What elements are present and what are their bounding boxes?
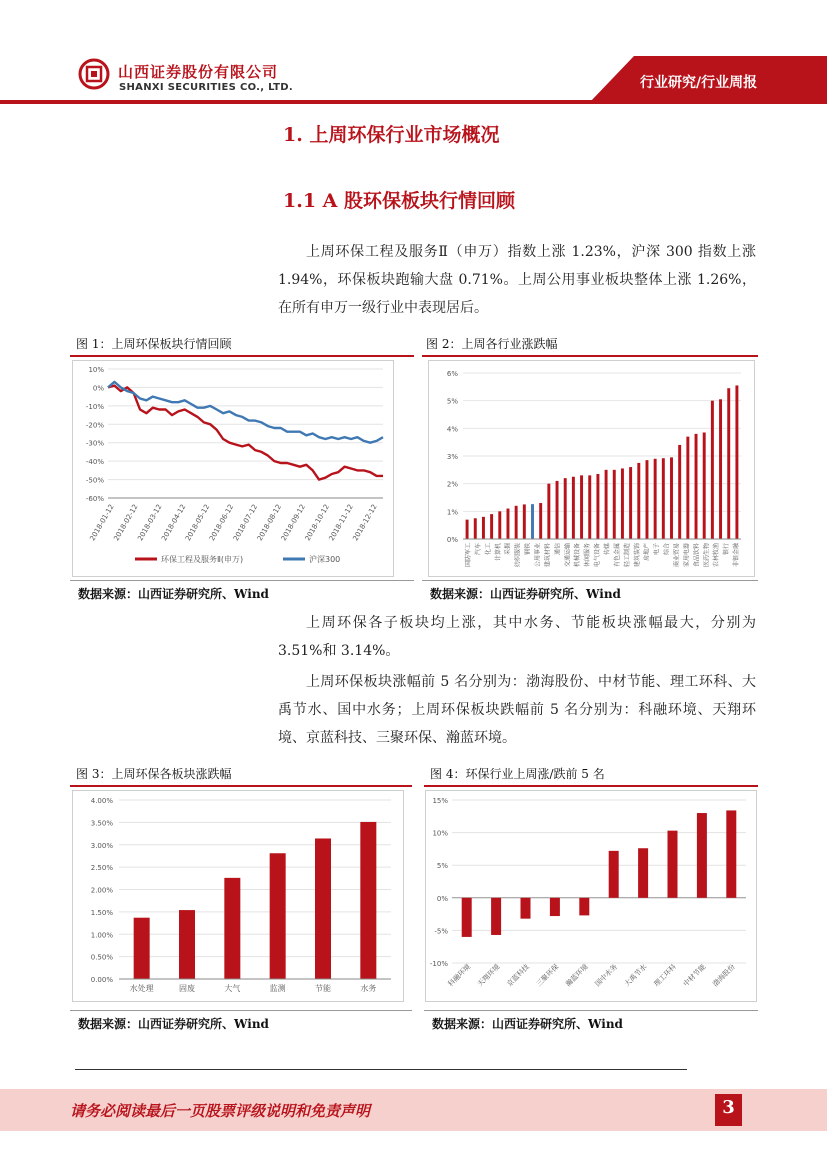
x-tick-label: 节能 <box>315 984 331 993</box>
bar <box>727 388 730 539</box>
x-tick-label: 电气设备 <box>594 543 602 568</box>
bar <box>609 851 619 898</box>
y-tick-label: 1.50% <box>90 908 113 917</box>
y-tick-label: 2% <box>446 480 458 489</box>
figure-4-top-rule <box>424 785 758 787</box>
bar <box>462 898 472 937</box>
x-tick-label: 交通运输 <box>564 543 572 568</box>
y-tick-label: 4% <box>446 425 458 434</box>
figure-3-top-rule <box>70 785 412 787</box>
bar <box>662 458 665 539</box>
paragraph-top-bottom: 上周环保板块涨幅前 5 名分别为：渤海股份、中材节能、理工环科、大禹节水、国中水务；上周环保板块跌幅前 5 名分别为：科融环境、天翔环境、京蓝科技、三聚环保、瀚蓝环境。 <box>278 674 756 746</box>
x-tick-label: 监测 <box>269 984 286 993</box>
y-tick-label: 10% <box>88 366 104 374</box>
bar <box>521 898 531 919</box>
x-tick-label: 商业贸易 <box>673 543 681 568</box>
y-tick-label: 0% <box>436 894 448 903</box>
bar <box>668 831 678 898</box>
bar <box>735 385 738 539</box>
y-tick-label: -20% <box>85 421 104 430</box>
bar <box>539 503 542 539</box>
x-tick-label: 水处理 <box>129 984 154 993</box>
bar <box>703 432 706 539</box>
y-tick-label: -5% <box>434 927 448 936</box>
figure-2-chart-frame <box>428 360 755 577</box>
x-tick-label: 2018-08-12 <box>255 503 284 543</box>
header-rule <box>0 100 827 104</box>
paragraph-sub-sectors: 上周环保各子板块均上涨，其中水务、节能板块涨幅最大，分别为 3.51%和 3.14%。 <box>278 615 756 659</box>
x-tick-label: 银行 <box>723 543 731 556</box>
figure-3-title: 图 3：上周环保各板块涨跌幅 <box>76 767 232 781</box>
y-tick-label: 0.50% <box>90 953 113 962</box>
bar <box>726 810 736 897</box>
x-tick-label: 采掘 <box>504 543 512 556</box>
bar <box>695 434 698 539</box>
y-tick-label: -40% <box>85 458 104 467</box>
line-chart-market-review <box>73 361 393 576</box>
x-tick-label: 农林牧渔 <box>713 543 721 568</box>
bar <box>596 474 599 539</box>
bar-chart-sub-sectors <box>73 791 403 1001</box>
x-tick-label: 国中水务 <box>593 962 620 989</box>
bar <box>579 898 589 916</box>
bar <box>686 437 689 539</box>
x-tick-label: 轻工制造 <box>623 543 631 568</box>
x-tick-label: 2018-03-12 <box>136 503 164 543</box>
bar <box>580 475 583 539</box>
company-logo <box>78 58 110 90</box>
bar <box>547 484 550 539</box>
y-tick-label: -50% <box>85 476 104 485</box>
bar <box>556 481 559 539</box>
x-tick-label: 三聚环保 <box>534 962 561 989</box>
bar <box>179 910 195 979</box>
bar <box>134 918 150 979</box>
x-tick-label: 大禹节水 <box>623 962 649 989</box>
figure-1-source: 数据来源：山西证券研究所、Wind <box>78 587 269 601</box>
x-tick-label: 水务 <box>360 984 377 993</box>
figure-2-source: 数据来源：山西证券研究所、Wind <box>430 587 621 601</box>
x-tick-label: 2018-11-12 <box>327 503 355 543</box>
y-tick-label: 1% <box>446 508 458 517</box>
x-tick-label: 机械设备 <box>574 543 582 568</box>
x-tick-label: 建筑装饰 <box>633 543 641 568</box>
figure-4-chart-frame <box>425 790 757 1002</box>
y-tick-label: 0% <box>92 384 104 393</box>
y-tick-label: -10% <box>429 960 448 968</box>
bar <box>572 477 575 539</box>
x-tick-label: 公用事业 <box>534 543 542 568</box>
x-tick-label: 天翔环境 <box>476 962 502 989</box>
figure-1-chart-frame <box>72 360 394 577</box>
bar <box>588 475 591 539</box>
bar-chart-top-bottom-stocks <box>426 791 756 1001</box>
y-tick-label: -60% <box>85 495 104 503</box>
figure-4-title: 图 4：环保行业上周涨/跌前 5 名 <box>430 767 605 781</box>
bar <box>629 467 632 539</box>
x-tick-label: 2018-10-12 <box>303 503 331 543</box>
figure-3-source: 数据来源：山西证券研究所、Wind <box>78 1017 269 1031</box>
bar <box>670 457 673 539</box>
x-tick-label: 2018-12-12 <box>351 503 379 543</box>
bar <box>523 504 526 539</box>
x-tick-label: 有色金属 <box>613 543 621 568</box>
x-tick-label: 休闲服务 <box>584 543 592 568</box>
x-tick-label: 瀚蓝环境 <box>564 962 590 989</box>
legend-label: 沪深300 <box>309 555 341 564</box>
bar <box>466 520 469 539</box>
x-tick-label: 综合 <box>663 543 671 556</box>
y-tick-label: 3.50% <box>90 819 113 828</box>
paragraph-market-review: 上周环保工程及服务Ⅱ（申万）指数上涨 1.23%，沪深 300 指数上涨 1.94%，环保板块跑输大盘 0.71%。上周公用事业板块整体上涨 1.26%，在所有申万一级行业中表现居后。 <box>278 244 756 316</box>
y-tick-label: 4.00% <box>90 797 113 805</box>
x-tick-label: 2018-05-12 <box>184 503 212 543</box>
subsection-heading: 1.1 A 股环保板块行情回顾 <box>283 190 516 212</box>
figure-3-bottom-rule <box>70 1010 412 1011</box>
y-tick-label: 3.00% <box>90 841 113 850</box>
company-name-en: SHANXI SECURITIES CO., LTD. <box>119 82 293 93</box>
bar <box>515 506 518 539</box>
section-heading: 1. 上周环保行业市场概况 <box>283 124 500 146</box>
x-tick-label: 食品饮料 <box>693 543 701 568</box>
x-tick-label: 房地产 <box>643 543 651 562</box>
x-tick-label: 家用电器 <box>683 543 691 568</box>
page-number: 3 <box>722 1097 735 1118</box>
x-tick-label: 理工环科 <box>652 962 678 989</box>
y-tick-label: 6% <box>446 370 458 378</box>
figure-1-bottom-rule <box>70 580 414 581</box>
x-tick-label: 2018-01-12 <box>88 503 116 543</box>
x-tick-label: 中材节能 <box>681 962 708 989</box>
legend-label: 环保工程及服务Ⅱ(申万) <box>161 555 244 564</box>
y-tick-label: 3% <box>446 453 458 461</box>
bar <box>224 878 240 979</box>
x-tick-label: 2018-02-12 <box>112 503 140 543</box>
bar <box>531 504 534 539</box>
bar <box>711 401 714 539</box>
figure-1-top-rule <box>70 355 414 357</box>
x-tick-label: 通信 <box>554 543 562 556</box>
x-tick-label: 2018-06-12 <box>208 503 236 543</box>
x-tick-label: 2018-09-12 <box>279 503 308 543</box>
x-tick-label: 电子 <box>653 543 661 556</box>
footer-rule <box>75 1069 687 1070</box>
footer-disclaimer: 请务必阅读最后一页股票评级说明和免责声明 <box>70 1102 371 1120</box>
bar <box>678 445 681 539</box>
bar <box>719 399 722 539</box>
bar <box>270 853 286 979</box>
figure-4-bottom-rule <box>424 1010 758 1011</box>
figure-2-title: 图 2：上周各行业涨跌幅 <box>426 337 558 351</box>
y-tick-label: 1.00% <box>90 931 113 940</box>
y-tick-label: 5% <box>446 397 458 406</box>
bar <box>474 518 477 539</box>
x-tick-label: 传媒 <box>603 543 611 556</box>
figure-4-source: 数据来源：山西证券研究所、Wind <box>432 1017 623 1031</box>
bar <box>638 848 648 898</box>
x-tick-label: 计算机 <box>494 543 502 562</box>
bar <box>490 514 493 539</box>
figure-3-chart-frame <box>72 790 404 1002</box>
x-tick-label: 国防军工 <box>464 543 472 568</box>
x-tick-label: 建筑材料 <box>544 543 552 568</box>
bar <box>605 470 608 539</box>
report-type-tag: 行业研究/行业周报 <box>640 75 758 91</box>
y-tick-label: 2.50% <box>90 864 113 873</box>
y-tick-label: -30% <box>85 439 104 448</box>
x-tick-label: 京蓝科技 <box>505 962 531 989</box>
x-tick-label: 渤海股份 <box>711 962 737 989</box>
bar <box>613 470 616 539</box>
bar <box>697 813 707 898</box>
bar <box>482 517 485 539</box>
y-tick-label: 0% <box>446 536 458 544</box>
bar <box>360 822 376 979</box>
bar <box>498 511 501 539</box>
bar <box>645 460 648 539</box>
x-tick-label: 科融环境 <box>446 962 473 989</box>
y-tick-label: 2.00% <box>90 886 113 895</box>
y-tick-label: 15% <box>432 797 448 805</box>
company-name-cn: 山西证券股份有限公司 <box>118 63 279 81</box>
x-tick-label: 医药生物 <box>703 543 711 568</box>
x-tick-label: 汽车 <box>474 543 482 556</box>
bar <box>621 468 624 539</box>
bar-chart-industry-change <box>429 361 754 576</box>
bar <box>550 898 560 916</box>
bar <box>491 898 501 935</box>
y-tick-label: 0.00% <box>90 976 113 984</box>
bar <box>315 838 331 979</box>
bar <box>637 463 640 539</box>
x-tick-label: 大气 <box>224 984 241 993</box>
x-tick-label: 钢铁 <box>524 543 532 556</box>
x-tick-label: 纺织服装 <box>514 543 522 568</box>
x-tick-label: 非银金融 <box>733 543 741 568</box>
x-tick-label: 化工 <box>484 543 492 556</box>
x-tick-label: 2018-04-12 <box>160 503 188 543</box>
bar <box>654 459 657 539</box>
x-tick-label: 2018-07-12 <box>231 503 260 543</box>
bar <box>506 509 509 539</box>
y-tick-label: 10% <box>432 829 448 838</box>
bar <box>564 478 567 539</box>
figure-1-title: 图 1：上周环保板块行情回顾 <box>76 337 232 351</box>
y-tick-label: 5% <box>436 862 448 871</box>
x-tick-label: 固废 <box>179 984 195 993</box>
figure-2-bottom-rule <box>422 580 758 581</box>
figure-2-top-rule <box>422 355 758 357</box>
y-tick-label: -10% <box>85 402 104 411</box>
